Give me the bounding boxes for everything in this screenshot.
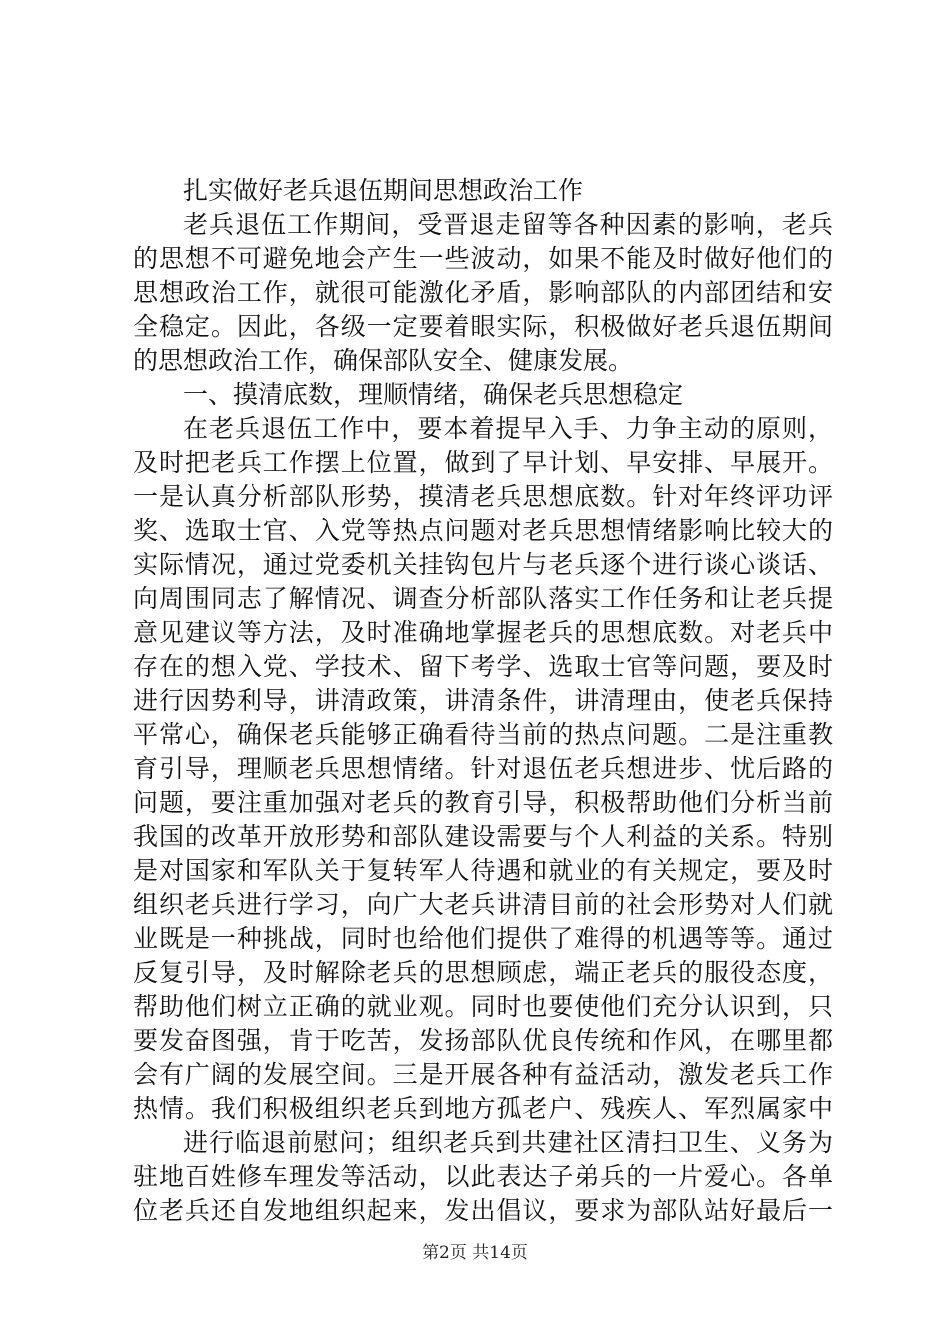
text-line: 帮助他们树立正确的就业观。同时也要使他们充分认识到，只 [133,992,833,1021]
text-line: 实际情况，通过党委机关挂钩包片与老兵逐个进行谈心谈话、 [133,550,833,579]
text-line: 会有广阔的发展空间。三是开展各种有益活动，激发老兵工作 [133,1060,833,1089]
text-line: 要发奋图强，肯于吃苦，发扬部队优良传统和作风，在哪里都 [133,1026,833,1055]
section-heading: 一、摸清底数，理顺情绪，确保老兵思想稳定 [183,380,684,409]
text-line: 热情。我们积极组织老兵到地方孤老户、残疾人、军烈属家中 [133,1094,833,1123]
text-line: 及时把老兵工作摆上位置，做到了早计划、早安排、早展开。 [133,448,833,477]
text-line: 我国的改革开放形势和部队建设需要与个人利益的关系。特别 [133,822,833,851]
text-line: 思想政治工作，就很可能激化矛盾，影响部队的内部团结和安 [133,278,833,307]
text-line: 位老兵还自发地组织起来，发出倡议，要求为部队站好最后一 [133,1196,833,1225]
text-line: 奖、选取士官、入党等热点问题对老兵思想情绪影响比较大的 [133,516,833,545]
text-line: 一是认真分析部队形势，摸清老兵思想底数。针对年终评功评 [133,482,833,511]
text-line: 全稳定。因此，各级一定要着眼实际，积极做好老兵退伍期间 [133,312,833,341]
text-line: 向周围同志了解情况、调查分析部队落实工作任务和让老兵提 [133,584,833,613]
text-line: 进行临退前慰问；组织老兵到共建社区清扫卫生、义务为 [183,1128,833,1157]
text-line: 问题，要注重加强对老兵的教育引导，积极帮助他们分析当前 [133,788,833,817]
text-line: 老兵退伍工作期间，受晋退走留等各种因素的影响，老兵 [183,210,833,239]
text-line: 的思想政治工作，确保部队安全、健康发展。 [133,346,634,375]
text-line: 育引导，理顺老兵思想情绪。针对退伍老兵想进步、忧后路的 [133,754,833,783]
text-line: 业既是一种挑战，同时也给他们提供了难得的机遇等等。通过 [133,924,833,953]
text-line: 平常心，确保老兵能够正确看待当前的热点问题。二是注重教 [133,720,833,749]
text-line: 存在的想入党、学技术、留下考学、选取士官等问题，要及时 [133,652,833,681]
document-title: 扎实做好老兵退伍期间思想政治工作 [183,176,584,205]
text-line: 进行因势利导，讲清政策，讲清条件，讲清理由，使老兵保持 [133,686,833,715]
text-line: 意见建议等方法，及时准确地掌握老兵的思想底数。对老兵中 [133,618,833,647]
text-line: 驻地百姓修车理发等活动，以此表达子弟兵的一片爱心。各单 [133,1162,833,1191]
text-line: 组织老兵进行学习，向广大老兵讲清目前的社会形势对人们就 [133,890,833,919]
page-footer: 第2页 共14页 [422,1243,528,1263]
text-line: 的思想不可避免地会产生一些波动，如果不能及时做好他们的 [133,244,833,273]
text-line: 是对国家和军队关于复转军人待遇和就业的有关规定，要及时 [133,856,833,885]
text-line: 反复引导，及时解除老兵的思想顾虑，端正老兵的服役态度， [133,958,833,987]
text-line: 在老兵退伍工作中，要本着提早入手、力争主动的原则， [183,414,833,443]
